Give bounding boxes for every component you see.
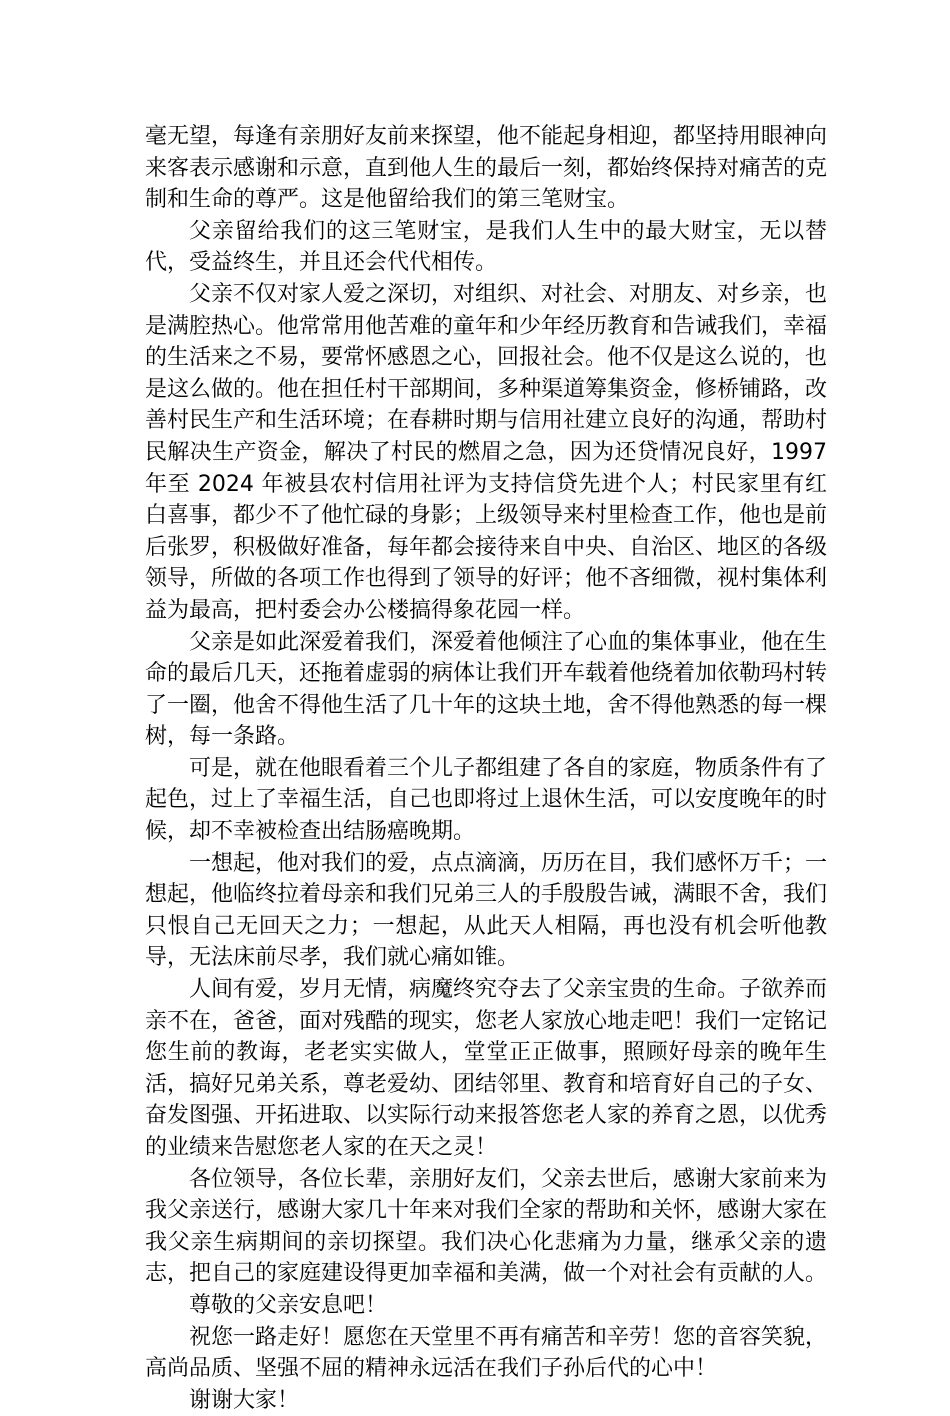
paragraph-last-days: 父亲是如此深爱着我们，深爱着他倾注了心血的集体事业，他在生命的最后几天，还拖着虚弱的病体让我们开车载着他绕着加依勒玛村转了一圈，他舍不得他生活了几十年的这块土地，舍不得他熟悉的每一棵树，每一条路。 [145, 629, 828, 750]
paragraph-blessing: 祝您一路走好！愿您在天堂里不再有痛苦和辛劳！您的音容笑貌，高尚品质、坚强不屈的精神永远活在我们子孙后代的心中！ [145, 1324, 828, 1382]
paragraph-farewell: 人间有爱，岁月无情，病魔终究夺去了父亲宝贵的生命。子欲养而亲不在，爸爸，面对残酷的现实，您老人家放心地走吧！我们一定铭记您生前的教诲，老老实实做人，堂堂正正做事，照顾好母亲的晚年生活，搞好兄弟关系，尊老爱幼、团结邻里、教育和培育好自己的子女、奋发图强、开拓进取、以实际行动来报答您老人家的养育之恩，以优秀的业绩来告慰您老人家的在天之灵！ [145, 977, 828, 1160]
paragraph-community-service: 父亲不仅对家人爱之深切，对组织、对社会、对朋友、对乡亲，也是满腔热心。他常常用他苦难的童年和少年经历教育和告诫我们，幸福的生活来之不易，要常怀感恩之心，回报社会。他不仅是这么说的，也是这么做的。他在担任村干部期间，多种渠道筹集资金，修桥铺路，改善村民生产和生活环境；在春耕时期与信用社建立良好的沟通，帮助村民解决生产资金，解决了村民的燃眉之急，因为还贷情况良好，1997 年至 2024 年被县农村信用社评为支持信贷先进个人；村民家里有红白喜事，都少不了他忙碌的身影；上级领导来村里检查工作，他也是前后张罗，积极做好准备，每年都会接待来自中央、自治区、地区的各级领导，所做的各项工作也得到了领导的好评；他不吝细微，视村集体利益为最高，把村委会办公楼搞得象花园一样。 [145, 281, 828, 623]
paragraph-three-treasures: 父亲留给我们的这三笔财宝，是我们人生中的最大财宝，无以替代，受益终生，并且还会代代相传。 [145, 218, 827, 276]
paragraph-rest-in-peace: 尊敬的父亲安息吧！ [189, 1292, 388, 1318]
paragraph-remembrance: 一想起，他对我们的爱，点点滴滴，历历在目，我们感怀万千；一想起，他临终拉着母亲和我们兄弟三人的手殷殷告诫，满眼不舍，我们只恨自己无回天之力；一想起，从此天人相隔，再也没有机会听他教导，无法床前尽孝，我们就心痛如锥。 [145, 850, 828, 971]
paragraph-diagnosis: 可是，就在他眼看着三个儿子都组建了各自的家庭，物质条件有了起色，过上了幸福生活，自己也即将过上退休生活，可以安度晚年的时候，却不幸被检查出结肠癌晚期。 [145, 755, 828, 845]
paragraph-closing-thanks: 谢谢大家！ [189, 1387, 300, 1413]
paragraph-thanks-guests: 各位领导，各位长辈，亲朋好友们，父亲去世后，感谢大家前来为我父亲送行，感谢大家几十年来对我们全家的帮助和关怀，感谢大家在我父亲生病期间的亲切探望。我们决心化悲痛为力量，继承父亲的遗志，把自己的家庭建设得更加幸福和美满，做一个对社会有贡献的人。 [145, 1166, 828, 1287]
paragraph-continuation: 毫无望，每逢有亲朋好友前来探望，他不能起身相迎，都坚持用眼神向来客表示感谢和示意，直到他人生的最后一刻，都始终保持对痛苦的克制和生命的尊严。这是他留给我们的第三笔财宝。 [145, 124, 828, 213]
document-body [145, 121, 827, 1416]
